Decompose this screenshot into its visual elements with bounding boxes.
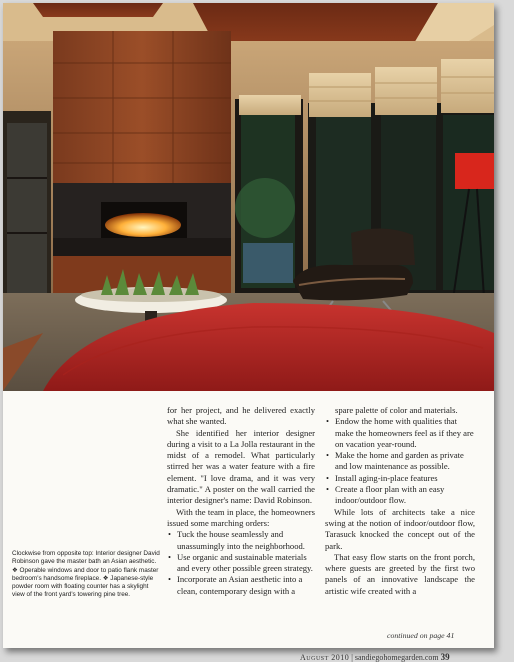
magazine-page <box>3 3 494 648</box>
website: sandiegohomegarden.com <box>354 653 439 662</box>
issue-date: August 2010 <box>300 653 350 662</box>
paragraph: She identified her interior designer during a visit to a La Jolla restaurant in the midst of a remodel. What particularly stirred her was a water feature with a fire element. "I love drama, and it was very dramatic." A poster on the wall carried the interior designer's name: David Robinson. <box>167 427 315 506</box>
paragraph: While lots of architects take a nice swing at the notion of indoor/outdoor flow, Tarasuck knocked the concept out of the park. <box>325 506 475 551</box>
paragraph: With the team in place, the homeowners issued some marching orders: <box>167 506 315 528</box>
marching-orders-list <box>167 529 315 597</box>
paragraph: That easy flow starts on the front porch, where guests are greeted by the first two panels of an innovative landscape the artistic wife created with a <box>325 551 475 596</box>
list-item: • Use organic and sustainable materials and every other possible green strategy. <box>167 552 315 575</box>
list-item: • Install aging-in-place features <box>325 473 475 484</box>
page-footer <box>300 652 450 662</box>
bedroom-photo-illustration <box>3 3 494 391</box>
article-column-2 <box>325 405 475 597</box>
paragraph: for her project, and he delivered exactly what she wanted. <box>167 405 315 427</box>
list-item: • Make the home and garden as private and low maintenance as possible. <box>325 450 475 473</box>
marching-orders-list-continued <box>325 416 475 506</box>
list-item: • Endow the home with qualities that make the homeowners feel as if they are on vacation year-round. <box>325 416 475 450</box>
list-item: • Create a floor plan with an easy indoor/outdoor flow. <box>325 484 475 507</box>
bedroom-photo <box>3 3 494 391</box>
photo-caption: Clockwise from opposite top: Interior designer David Robinson gave the master bath an Asian aesthetic. ❖ Operable windows and door to patio flank master bedroom's handsome fireplace. ❖ Japanese-style powder room with floating counter has a skylight view of the front yard's towering pine tree. <box>12 550 160 599</box>
list-item: • Incorporate an Asian aesthetic into a clean, contemporary design with a <box>167 574 315 597</box>
paragraph: spare palette of color and materials. <box>335 405 458 415</box>
article-column-1 <box>167 405 315 597</box>
list-item: • Tuck the house seamlessly and unassumingly into the neighborhood. <box>167 529 315 552</box>
continued-note: continued on page 41 <box>387 631 455 640</box>
footer-separator: | <box>351 653 353 662</box>
page-number: 39 <box>440 652 450 662</box>
